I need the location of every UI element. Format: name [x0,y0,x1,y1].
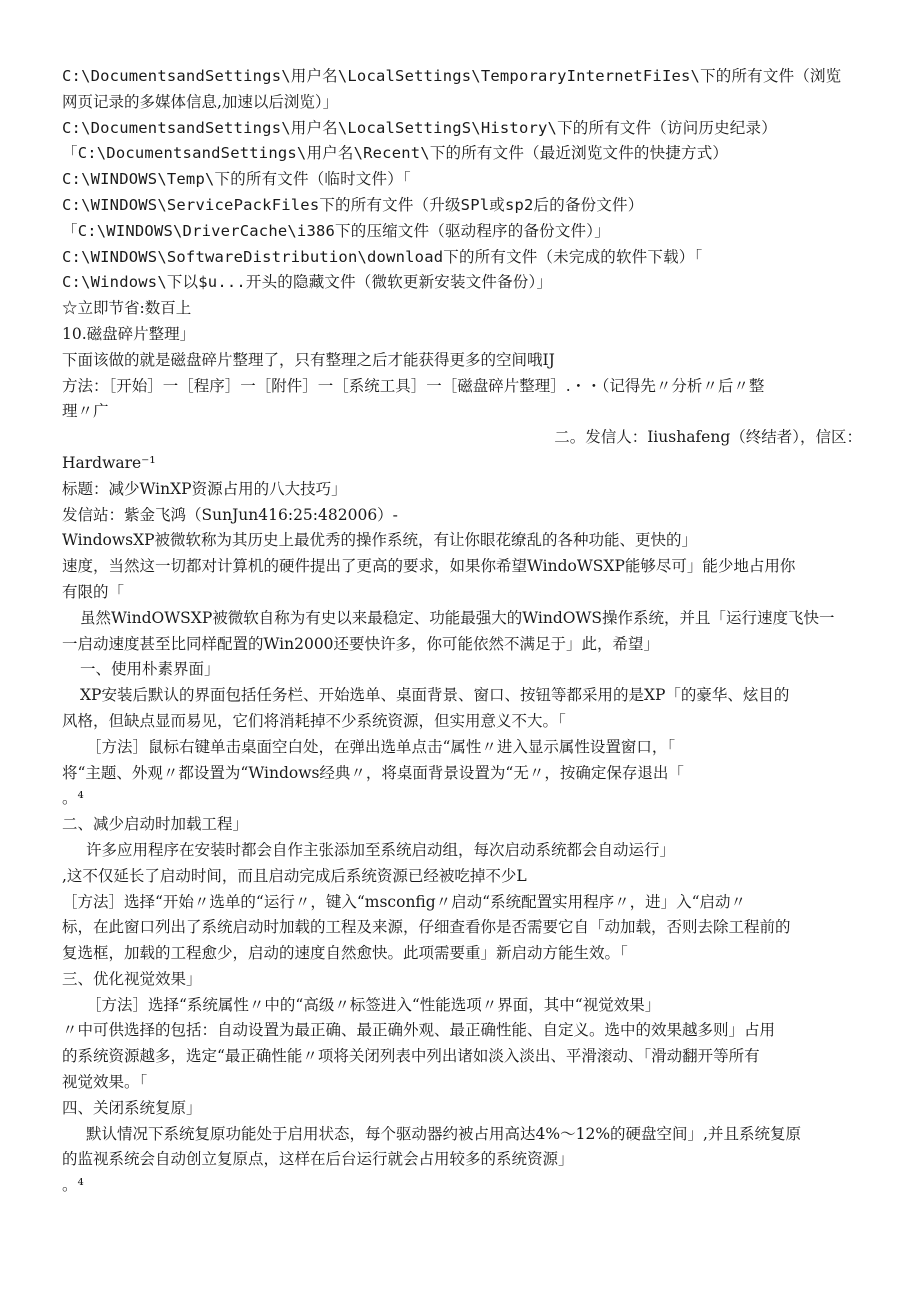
text-line: ［方法］鼠标右键单击桌面空白处，在弹出选单点击“属性〃进入显示属性设置窗口，「 [86,737,676,756]
text-line: Hardware⁻¹ [62,453,156,472]
text-line: 复选框，加载的工程愈少，启动的速度自然愈快。此项需要重」新启动方能生效。「 [62,944,628,963]
text-line: 的系统资源越多，选定“最正确性能〃项将关闭列表中列出诸如淡入淡出、平滑滚动、「滑动翻开等所有 [62,1047,760,1066]
text-line: 下面该做的就是磁盘碎片整理了，只有整理之后才能获得更多的空间哦IJ [62,350,555,369]
text-line: WindowsXP被微软称为其历史上最优秀的操作系统，有让你眼花缭乱的各种功能、更快的」 [62,531,698,550]
text-line: 视觉效果。「 [62,1073,148,1092]
text-line: 四、关闭系统复原」 [62,1098,202,1117]
text-line: 虽然WindOWSXP被微软自称为有史以来最稳定、功能最强大的WindOWS操作系统，并且「运行速度飞快一 [80,608,835,627]
text-line: C:\DocumentsandSettings\用户名\LocalSettings\TemporaryInternetFiIes\下的所有文件（浏览 [62,67,842,85]
text-line: 许多应用程序在安装时都会自作主张添加至系统启动组，每次启动系统都会自动运行」 [86,840,676,859]
text-line: ［方法］选择“开始〃选单的“运行〃，键入“msconfig〃启动“系统配置实用程序〃，进」入“启动〃 [62,892,747,911]
text-line: 速度，当然这一切都对计算机的硬件提出了更高的要求，如果你希望WindoWSXP能够尽可」能少地占用你 [62,557,796,576]
text-line: 二、减少启动时加载工程」 [62,815,249,834]
text-line: 二。发信人：Iiushafeng（终结者），信区： [554,428,862,447]
document-body [62,64,862,1199]
text-line: C:\WINDOWS\SoftwareDistribution\download下的所有文件（未完成的软件下载）「 [62,247,703,266]
text-line: C:\WINDOWS\Temp\下的所有文件（临时文件）「 [62,170,411,189]
text-line: C:\Windows\下以$u...开头的隐藏文件（微软更新安装文件备份）」 [62,273,553,292]
text-line: ☆立即节省:数百上 [62,299,192,318]
text-line: 默认情况下系统复原功能处于启用状态，每个驱动器约被占用高达4%〜12%的硬盘空间」,并且系统复原 [86,1124,801,1143]
text-line: 「C:\WINDOWS\DriverCache\i386下的压缩文件（驱动程序的备份文件）」 [62,221,610,240]
text-line: 将“主题、外观〃都设置为“Windows经典〃，将桌面背景设置为“无〃，按确定保存退出「 [62,763,684,782]
text-line: 「C:\DocumentsandSettings\用户名\Recent\下的所有文件（最近浏览文件的快捷方式） [62,144,729,163]
text-line: C:\DocumentsandSettings\用户名\LocalSettingS\History\下的所有文件（访问历史纪录） [62,118,777,137]
text-line: 一、使用朴素界面」 [80,660,220,679]
text-line: 标题：减少WinXP资源占用的八大技巧」 [62,479,347,498]
text-line: 10.磁盘碎片整理」 [62,324,196,343]
text-line: 。⁴ [62,789,84,808]
text-line: 一启动速度甚至比同样配置的Win2000还要快许多，你可能依然不满足于」此，希望」 [62,634,660,653]
text-line: XP安装后默认的界面包括任务栏、开始选单、桌面背景、窗口、按钮等都采用的是XP「的豪华、炫目的 [80,686,790,705]
text-line: C:\WINDOWS\ServicePackFiles下的所有文件（升级SPl或sp2后的备份文件） [62,195,644,214]
text-line: 。⁴ [62,1176,84,1195]
text-line: 方法：［开始］一［程序］一［附件］一［系统工具］一［磁盘碎片整理］.・・（记得先〃分析〃后〃整 [62,376,765,395]
text-line: 的监视系统会自动创立复原点，这样在后台运行就会占用较多的系统资源」 [62,1150,574,1169]
text-line: 风格，但缺点显而易见，它们将消耗掉不少系统资源，但实用意义不大。「 [62,711,566,730]
text-line: 有限的「 [62,582,125,601]
text-line: ,这不仅延长了启动时间，而且启动完成后系统资源已经被吃掉不少L [62,866,527,885]
text-line: 标，在此窗口列出了系统启动时加载的工程及来源，仔细查看你是否需要它自「动加载，否则去除工程前的 [62,918,791,937]
text-line: 发信站：紫金飞鸿（SunJun416:25:482006）- [62,505,398,524]
text-line: 理〃广 [62,402,109,421]
text-line: ［方法］选择“系统属性〃中的“高级〃标签进入“性能选项〃界面，其中“视觉效果」 [86,995,661,1014]
text-line: 〃中可供选择的包括：自动设置为最正确、最正确外观、最正确性能、自定义。选中的效果越多则」占用 [62,1021,776,1040]
text-line: 三、优化视觉效果」 [62,969,202,988]
text-line: 网页记录的多媒体信息,加速以后浏览）」 [62,92,339,111]
